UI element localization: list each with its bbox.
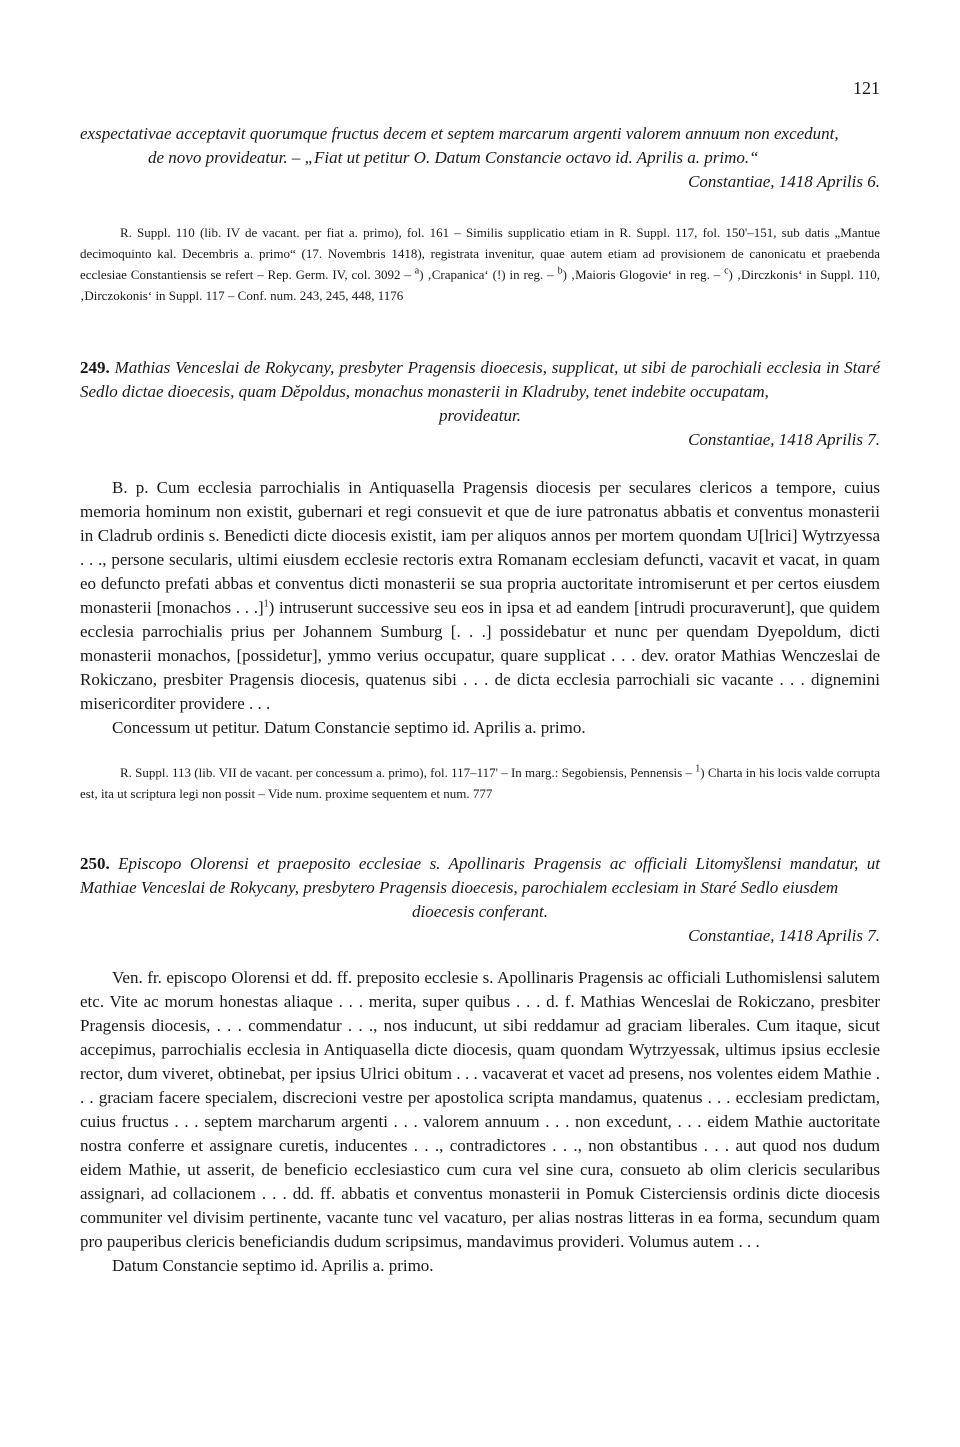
concessum-line: Concessum ut petitur. Datum Constancie septimo id. Aprilis a. primo. <box>112 718 586 737</box>
entry-number: 249. <box>80 358 110 377</box>
intro-dateline: Constantiae, 1418 Aprilis 6. <box>688 172 880 191</box>
entry-heading-end: provideatur. <box>438 406 521 425</box>
entry-number: 250. <box>80 854 110 873</box>
footnote-text: ) ‚Crapanica‘ (!) in reg. – <box>419 267 554 282</box>
closing-line: Datum Constancie septimo id. Aprilis a. primo. <box>112 1256 434 1275</box>
footnote-text: ) ‚Maioris Glogovie‘ in reg. – <box>562 267 721 282</box>
entry-250-heading <box>80 852 880 948</box>
body-text: B. p. Cum ecclesia parrochialis in Antiquasella Pragensis diocesis per seculares clericos a tempore, cuius memoria hominum non existit, gubernari et regi consuevit et que de iure patronatus abbatis et conventus monasterii in Cladrub ordinis s. Benedicti dicte diocesis existit, iam per aliquos annos per mortem quondam U[lrici] Wytrzyessa . . ., persone secularis, ultimi eiusdem ecclesie rectoris extra Romanam ecclesiam defuncti, vacavit et vacat, in quam eo defuncto prefati abbas et conventus dicti monasterii se sua propria auctoritate intromiserunt et per certos eiusdem monasterii [monachos . . .] <box>80 478 880 617</box>
entry-dateline: Constantiae, 1418 Aprilis 7. <box>688 430 880 449</box>
page-number: 121 <box>853 78 880 98</box>
footnote-block-1 <box>80 222 880 306</box>
footnote-text: R. Suppl. 110 (lib. IV de vacant. per fiat a. primo), fol. 161 – Similis supplicatio etiam in R. Suppl. 117, fol. 150'–151, sub datis „Mantue decimoquinto kal. Decembris a. primo“ (17. Novembris 1418), registrata invenitur, quae autem etiam ad provisionem de canonicatu et praebenda ecclesiae Constantiensis se refert – Rep. Germ. IV, col. 3092 – <box>80 225 880 282</box>
intro-line-1: exspectativae acceptavit quorumque fructus decem et septem marcarum argenti valorem annuum non excedunt, <box>80 124 839 143</box>
footnote-marker: b <box>557 265 563 277</box>
intro-line-2: de novo provideatur. – „Fiat ut petitur O. Datum Constancie octavo id. Aprilis a. primo.“ <box>148 148 759 167</box>
entry-heading-end: dioecesis conferant. <box>412 902 548 921</box>
body-text: Ven. fr. episcopo Olorensi et dd. ff. preposito ecclesie s. Apollinaris Pragensis ac officiali Luthomislensi salutem etc. Vite ac morum honestas aliaque . . . merita, super quibus . . . d. f. Mathias Wenceslai de Rokiczano, presbiter Pragensis diocesis, . . . commendatur . . ., nos inducunt, ut sibi reddamur ad graciam liberales. Cum itaque, sicut accepimus, parrochialis ecclesia in Antiquasella dicte diocesis, quam quondam Wytrzyessak, ultimus ipsius ecclesie rector, dum viveret, obtinebat, per ipsius Ulrici obitum . . . vacaverat et vacet ad presens, nos volentes eidem Mathie . . . graciam facere specialem, discrecioni vestre per apostolica scripta mandamus, quatenus . . . ecclesiam predictam, cuius fructus . . . septem marcharum argenti . . . valorem annuum . . . non excedunt, . . . eidem Mathie auctoritate nostra conferre et assignare curetis, inducentes . . ., contradictores . . ., non obstantibus . . . aut quod nos dudum eidem Mathie, ut asserit, de beneficio ecclesiastico cum cura vel sine cura, consueto ab olim clericis secularibus assignari, ad collacionem . . . dd. ff. abbatis et conventus monasterii in Pomuk Cisterciensis ordinis dicte diocesis communiter vel divisim pertinente, vacante tunc vel vacaturo, per alias nostras litteras in ea forma, secundum quam pro pauperibus clericis beneficiandis dudum scripsimus, mandavimus provideri. Volumus autem . . . <box>80 968 880 1251</box>
footnote-marker: 1 <box>695 763 701 775</box>
footnote-text: ) ‚Dirczkonis‘ in Suppl. 110, ‚Dirczokonis‘ in Suppl. 117 – Conf. num. 243, 245, 448, 1176 <box>80 267 880 303</box>
body-text: ) intruserunt successive seu eos in ipsa et ad eandem [intrudi procuraverunt], que quidem ecclesia parrochialis prius per Johannem Sumburg [. . .] possidebatur et nunc per quendam Dyepoldum, dicti monasterii monachos, [possidetur], ymmo verius occupatur, quare supplicat . . . dev. orator Mathias Wenczeslai de Rokiczano, presbiter Pragensis diocesis, quatenus sibi . . . de dicta ecclesia parrochiali sic vacante . . . dignemini misericorditer providere . . . <box>80 598 880 713</box>
entry-heading-text: Episcopo Olorensi et praeposito ecclesiae s. Apollinaris Pragensis ac officiali Litomyšlensi mandatur, ut Mathiae Venceslai de Rokycany, presbytero Pragensis dioecesis, parochialem ecclesiam in Staré Sedlo eiusdem <box>80 854 880 897</box>
footnote-text: ) Charta in his locis valde corrupta est, ita ut scriptura legi non possit – Vide num. proxime sequentem et num. 777 <box>80 765 881 801</box>
footnote-block-2 <box>80 762 880 804</box>
intro-continuation <box>80 122 880 194</box>
entry-dateline: Constantiae, 1418 Aprilis 7. <box>688 926 880 945</box>
entry-249-body <box>80 476 880 740</box>
footnote-text: R. Suppl. 113 (lib. VII de vacant. per concessum a. primo), fol. 117–117' – In marg.: Segobiensis, Pennensis – <box>120 765 692 780</box>
entry-heading-text: Mathias Venceslai de Rokycany, presbyter Pragensis dioecesis, supplicat, ut sibi de parochiali ecclesia in Staré Sedlo dictae dioecesis, quam Děpoldus, monachus monasterii in Kladruby, tenet indebite occupatam, <box>80 358 881 401</box>
entry-250-body <box>80 966 880 1278</box>
footnote-marker: a <box>414 265 420 277</box>
footnote-marker: c <box>724 265 729 277</box>
footnote-marker: 1 <box>263 598 269 610</box>
entry-249-heading <box>80 356 880 452</box>
